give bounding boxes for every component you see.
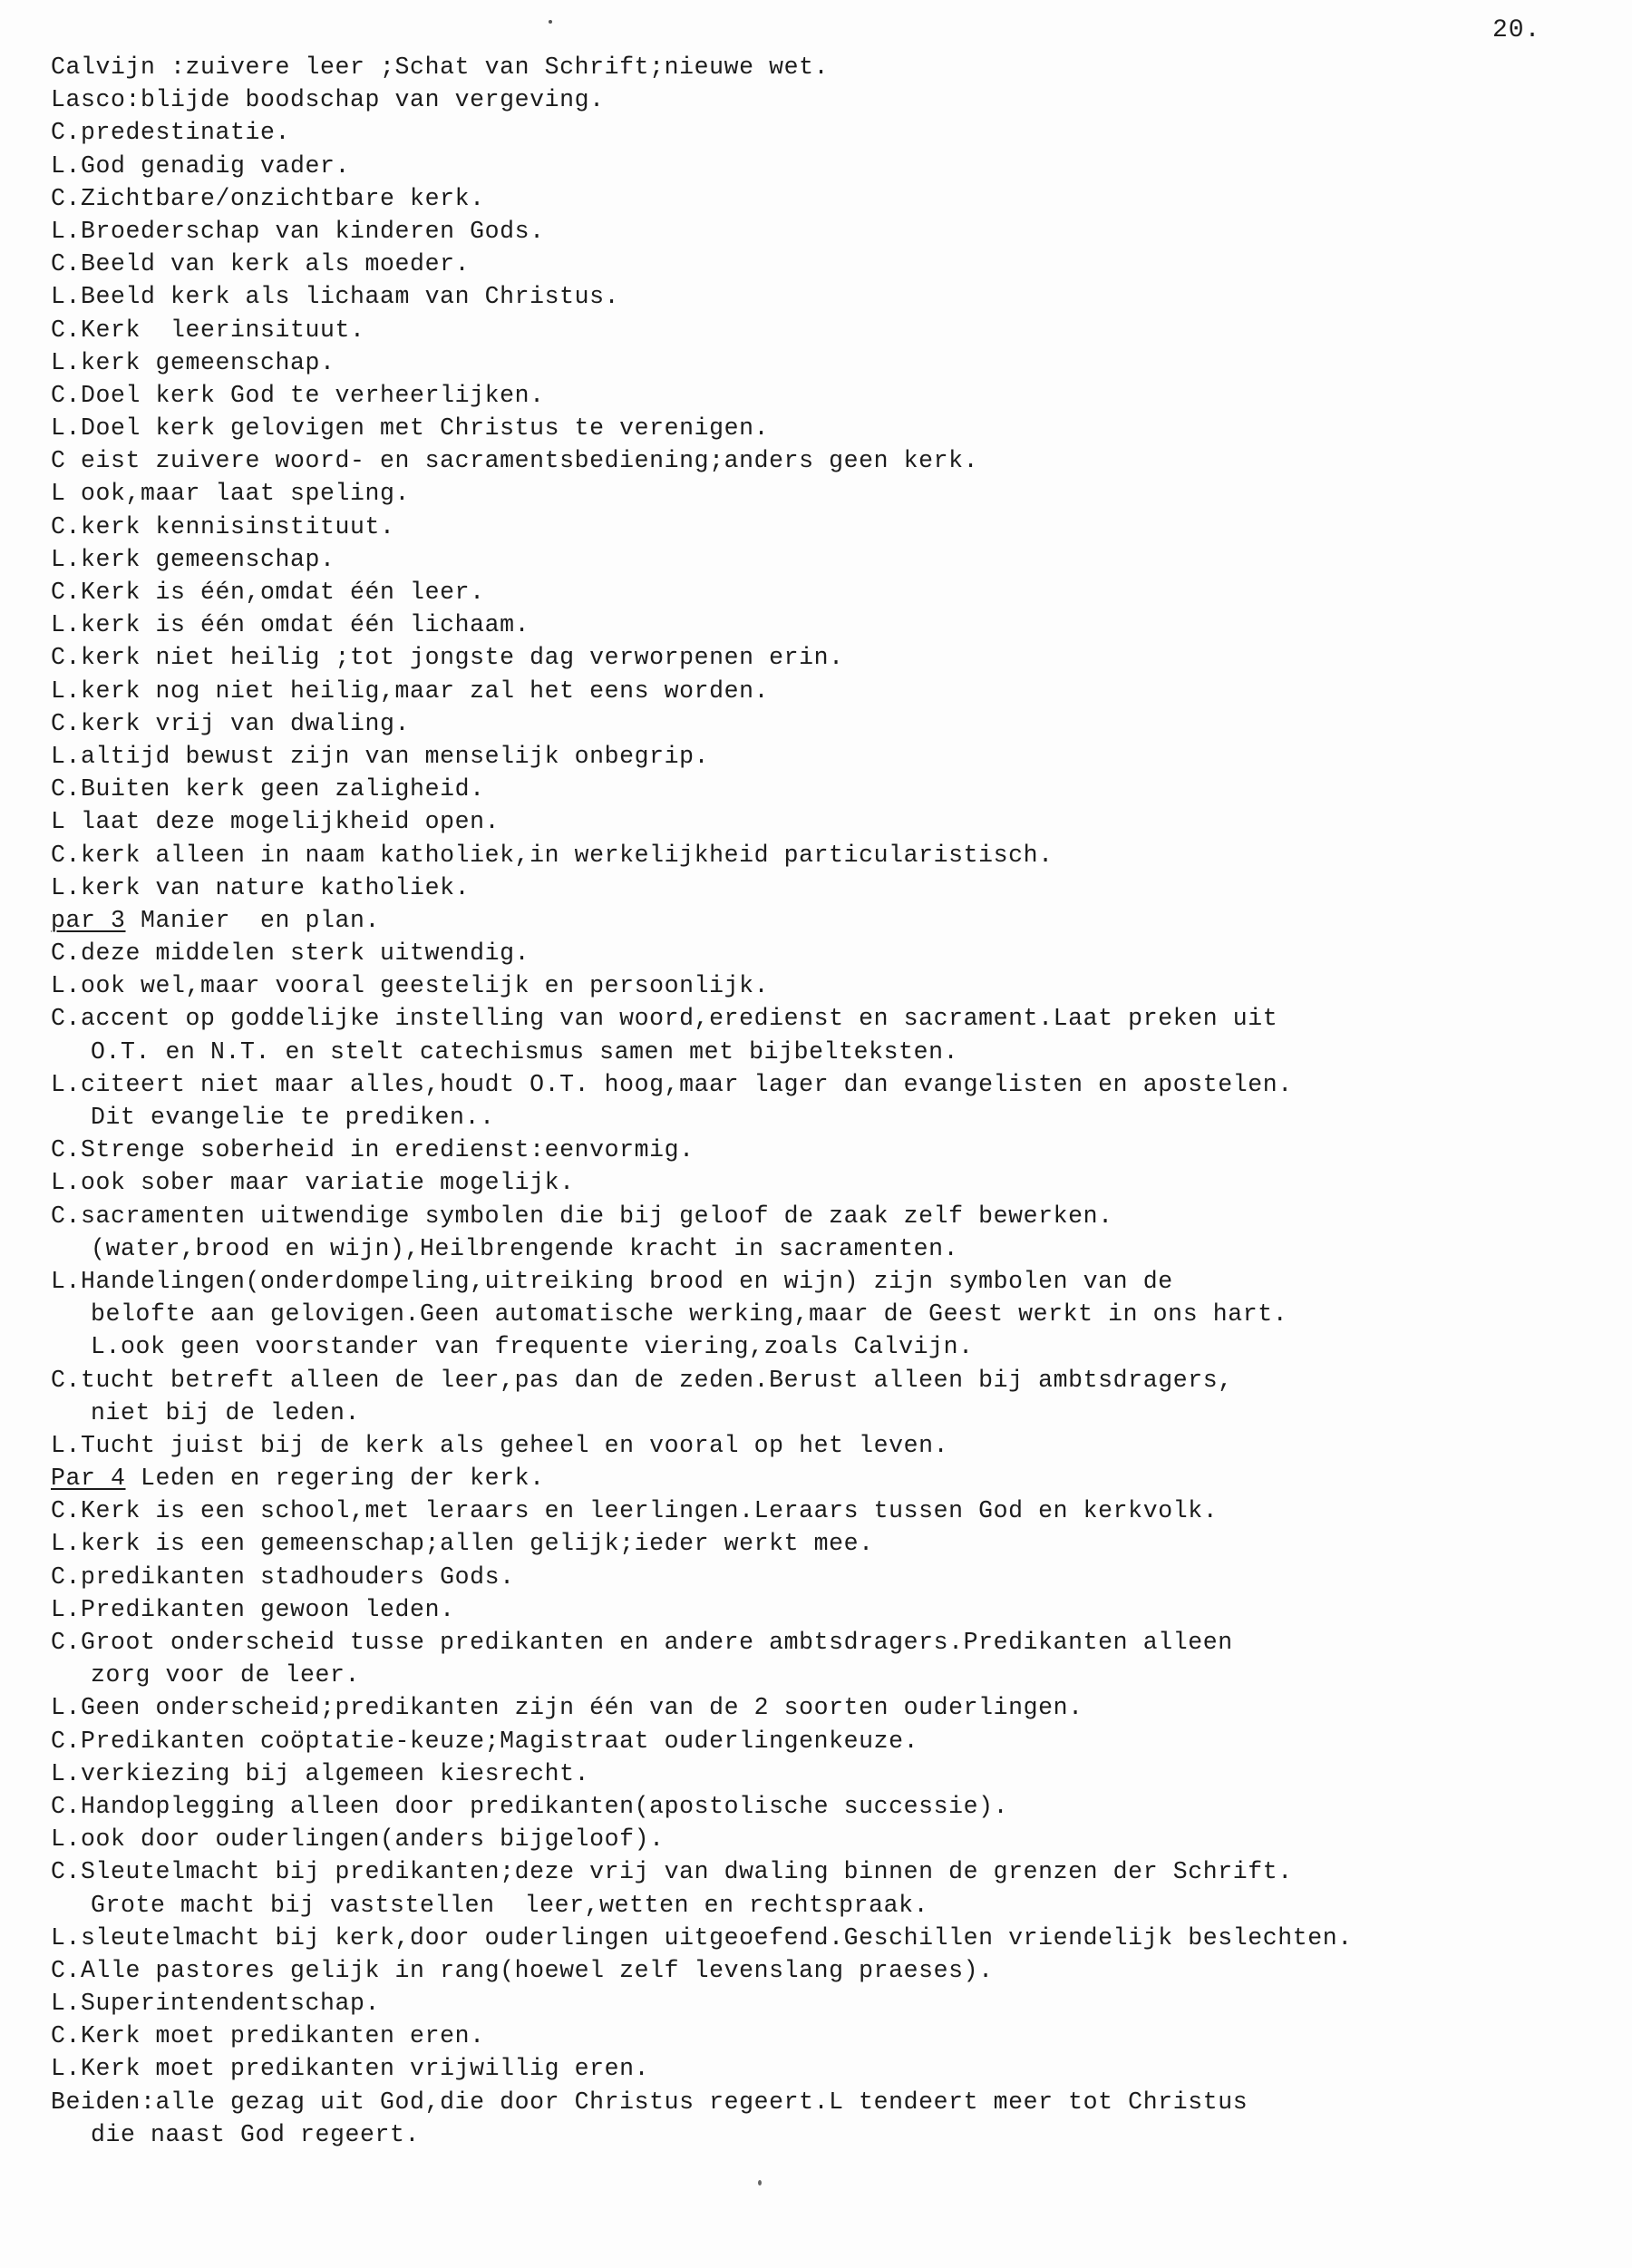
line-text: L.Broederschap van kinderen Gods.	[51, 217, 545, 245]
text-line	[51, 1855, 1617, 1888]
text-line	[51, 1691, 1617, 1724]
line-text: Dit evangelie te prediken..	[91, 1104, 495, 1131]
text-line	[51, 1134, 1617, 1166]
text-line	[51, 1494, 1617, 1527]
text-line	[51, 1397, 1617, 1429]
text-line	[51, 1068, 1617, 1101]
text-line	[51, 1725, 1617, 1757]
line-text: L.altijd bewust zijn van menselijk onbegrip.	[51, 742, 710, 770]
text-line	[51, 839, 1617, 871]
line-text: niet bij de leden.	[91, 1398, 361, 1426]
text-line	[51, 969, 1617, 1002]
text-line	[51, 576, 1617, 608]
line-text: L.Doel kerk gelovigen met Christus te verenigen.	[51, 414, 770, 443]
page-number: 20.	[1492, 16, 1541, 44]
line-text: C.Strenge soberheid in eredienst:eenvormig.	[51, 1136, 695, 1164]
section-heading-label: Par 4	[51, 1465, 126, 1493]
text-line	[51, 116, 1617, 149]
text-line	[51, 1429, 1617, 1462]
line-text: C.Doel kerk God te verheerlijken.	[51, 381, 545, 409]
line-text: L.Tucht juist bij de kerk als geheel en vooral op het leven.	[51, 1431, 949, 1459]
line-text: C.Kerk is één,omdat één leer.	[51, 579, 485, 606]
line-text: L.kerk van nature katholiek.	[51, 873, 471, 901]
typewritten-text	[51, 51, 1617, 2151]
text-line	[51, 871, 1617, 904]
text-line	[51, 477, 1617, 510]
line-text: L.God genadig vader.	[51, 151, 351, 180]
line-text: C.Predikanten coöptatie-keuze;Magistraat ouderlingenkeuze.	[51, 1727, 919, 1755]
line-text: C.tucht betreft alleen de leer,pas dan de zeden.Berust alleen bij ambtsdragers,	[51, 1366, 1233, 1394]
line-text: L.Superintendentschap.	[51, 1990, 381, 2018]
text-line	[51, 1790, 1617, 1823]
text-line	[51, 1757, 1617, 1790]
line-text: C.Buiten kerk geen zaligheid.	[51, 775, 485, 803]
line-text: L.Beeld kerk als lichaam van Christus.	[51, 283, 620, 311]
text-line	[51, 1265, 1617, 1298]
text-line	[51, 1527, 1617, 1560]
text-line	[51, 314, 1617, 346]
text-line	[51, 1626, 1617, 1659]
text-line	[51, 1593, 1617, 1626]
text-line	[51, 904, 1617, 937]
line-text: die naast God regeert.	[91, 2120, 421, 2148]
line-text: L.Handelingen(onderdompeling,uitreiking brood en wijn) zijn symbolen van de	[51, 1267, 1173, 1295]
line-text: C.predestinatie.	[51, 119, 291, 147]
line-text: C.Sleutelmacht bij predikanten;deze vrij van dwaling binnen de grenzen der Schrift.	[51, 1858, 1293, 1886]
line-text: L.kerk gemeenschap.	[51, 545, 335, 573]
line-text: zorg voor de leer.	[91, 1661, 361, 1689]
text-line	[51, 1922, 1617, 1954]
line-text: C eist zuivere woord- en sacramentsbediening;anders geen kerk.	[51, 447, 979, 475]
text-line	[51, 1823, 1617, 1855]
line-text: Calvijn :zuivere leer ;Schat van Schrift;nieuwe wet.	[51, 54, 830, 81]
text-line	[51, 2118, 1617, 2151]
text-line	[51, 641, 1617, 674]
line-text: L.Kerk moet predikanten vrijwillig eren.	[51, 2055, 650, 2083]
text-line	[51, 248, 1617, 280]
line-text: C.kerk vrij van dwaling.	[51, 709, 411, 737]
text-line	[51, 1561, 1617, 1593]
line-text: C.Beeld van kerk als moeder.	[51, 250, 471, 278]
line-text: belofte aan gelovigen.Geen automatische werking,maar de Geest werkt in ons hart.	[91, 1300, 1288, 1329]
text-line	[51, 182, 1617, 215]
line-text: L.citeert niet maar alles,houdt O.T. hoog,maar lager dan evangelisten en apostelen.	[51, 1070, 1293, 1098]
line-text: L.ook geen voorstander van frequente viering,zoals Calvijn.	[91, 1333, 974, 1361]
paper-speck	[758, 2180, 762, 2185]
line-text: L.verkiezing bij algemeen kiesrecht.	[51, 1759, 590, 1787]
text-line	[51, 2086, 1617, 2118]
line-text: C.Kerk moet predikanten eren.	[51, 2022, 485, 2050]
text-line	[51, 1889, 1617, 1922]
text-line	[51, 215, 1617, 248]
text-line	[51, 1987, 1617, 2020]
text-line	[51, 150, 1617, 182]
line-text: L.Predikanten gewoon leden.	[51, 1595, 455, 1623]
text-line	[51, 773, 1617, 805]
paper-speck	[549, 20, 552, 24]
line-text: L.kerk gemeenschap.	[51, 348, 335, 376]
text-line	[51, 1364, 1617, 1397]
line-text: Grote macht bij vaststellen leer,wetten en rechtspraak.	[91, 1891, 929, 1919]
text-line	[51, 1036, 1617, 1068]
line-text: L laat deze mogelijkheid open.	[51, 808, 500, 836]
line-text: C.Groot onderscheid tusse predikanten en andere ambtsdragers.Predikanten alleen	[51, 1629, 1233, 1656]
text-line	[51, 1166, 1617, 1199]
line-text: C.kerk niet heilig ;tot jongste dag verworpenen erin.	[51, 644, 844, 672]
text-line	[51, 1101, 1617, 1134]
line-text: L.ook door ouderlingen(anders bijgeloof).	[51, 1825, 665, 1854]
line-text: C.Kerk leerinsituut.	[51, 316, 365, 344]
text-line	[51, 1200, 1617, 1232]
line-text: C.Alle pastores gelijk in rang(hoewel zelf levenslang praeses).	[51, 1956, 994, 1984]
text-line	[51, 1954, 1617, 1987]
text-line	[51, 805, 1617, 838]
text-line	[51, 2052, 1617, 2085]
text-line	[51, 1330, 1617, 1363]
text-line	[51, 412, 1617, 444]
text-line	[51, 1462, 1617, 1494]
line-text: C.deze middelen sterk uitwendig.	[51, 939, 530, 968]
line-text: L.kerk is één omdat één lichaam.	[51, 611, 530, 639]
text-line	[51, 444, 1617, 477]
line-text: C.Handoplegging alleen door predikanten(apostolische successie).	[51, 1792, 1009, 1820]
line-text: C.predikanten stadhouders Gods.	[51, 1562, 515, 1591]
section-heading-label: par 3	[51, 906, 126, 934]
line-text: L.ook sober maar variatie mogelijk.	[51, 1169, 575, 1197]
line-text: L.kerk is een gemeenschap;allen gelijk;ieder werkt mee.	[51, 1530, 874, 1558]
text-line	[51, 1298, 1617, 1330]
text-line	[51, 2020, 1617, 2052]
line-text: Beiden:alle gezag uit God,die door Christus regeert.L tendeert meer tot Christus	[51, 2088, 1248, 2116]
text-line	[51, 346, 1617, 379]
text-line	[51, 1002, 1617, 1035]
line-text: Lasco:blijde boodschap van vergeving.	[51, 86, 605, 114]
line-text: C.sacramenten uitwendige symbolen die bij geloof de zaak zelf bewerken.	[51, 1202, 1113, 1230]
text-line	[51, 707, 1617, 740]
line-text: C.Kerk is een school,met leraars en leerlingen.Leraars tussen God en kerkvolk.	[51, 1497, 1219, 1525]
text-line	[51, 740, 1617, 773]
text-line	[51, 675, 1617, 707]
text-line	[51, 83, 1617, 116]
line-text: (water,brood en wijn),Heilbrengende kracht in sacramenten.	[91, 1234, 959, 1262]
line-text: C.Zichtbare/onzichtbare kerk.	[51, 184, 485, 212]
text-line	[51, 280, 1617, 313]
line-text: Leden en regering der kerk.	[125, 1465, 545, 1493]
line-text: L.kerk nog niet heilig,maar zal het eens worden.	[51, 677, 770, 705]
text-line	[51, 379, 1617, 412]
text-line	[51, 511, 1617, 543]
text-line	[51, 543, 1617, 576]
line-text: O.T. en N.T. en stelt catechismus samen met bijbelteksten.	[91, 1037, 959, 1066]
line-text: Manier en plan.	[125, 906, 381, 934]
text-line	[51, 937, 1617, 969]
line-text: C.accent op goddelijke instelling van woord,eredienst en sacrament.Laat preken uit	[51, 1005, 1278, 1033]
text-line	[51, 608, 1617, 641]
line-text: L.ook wel,maar vooral geestelijk en persoonlijk.	[51, 972, 770, 1000]
line-text: C.kerk kennisinstituut.	[51, 512, 395, 540]
text-line	[51, 51, 1617, 83]
line-text: L.Geen onderscheid;predikanten zijn één van de 2 soorten ouderlingen.	[51, 1694, 1083, 1722]
line-text: L.sleutelmacht bij kerk,door ouderlingen uitgeoefend.Geschillen vriendelijk beslechten.	[51, 1923, 1353, 1952]
text-line	[51, 1659, 1617, 1691]
text-line	[51, 1232, 1617, 1265]
line-text: C.kerk alleen in naam katholiek,in werkelijkheid particularistisch.	[51, 841, 1054, 869]
line-text: L ook,maar laat speling.	[51, 480, 411, 508]
